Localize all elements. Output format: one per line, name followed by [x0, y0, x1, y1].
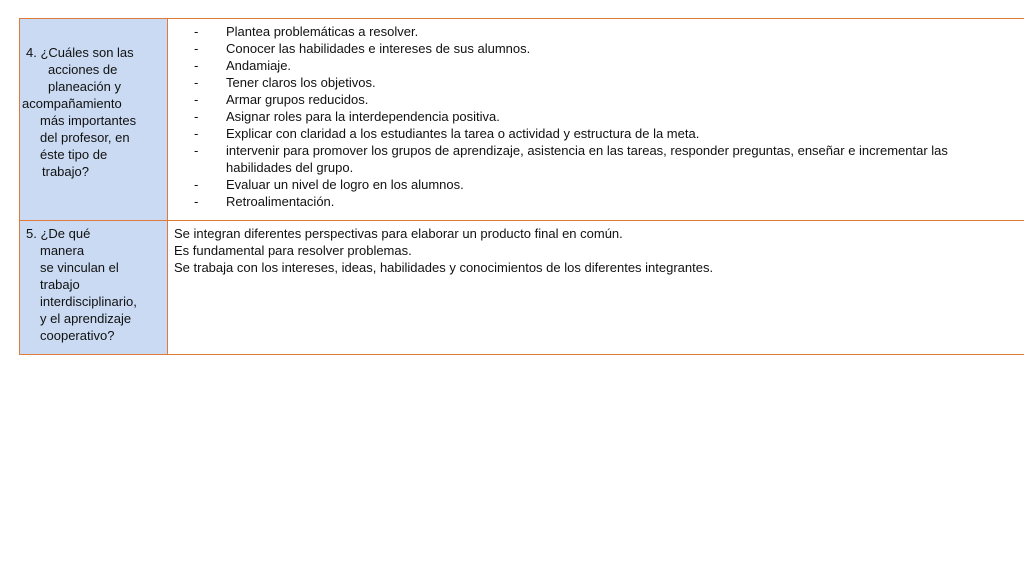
- answer-cell: [168, 19, 1024, 221]
- answer-line: Es fundamental para resolver problemas.: [174, 243, 412, 258]
- list-item: - Tener claros los objetivos.: [194, 74, 1024, 91]
- question-line: más importantes: [40, 113, 137, 128]
- question-line: manera: [40, 243, 85, 258]
- list-item: - Armar grupos reducidos.: [194, 91, 1024, 108]
- answer-line: Se integran diferentes perspectivas para elaborar un producto final en común.: [174, 226, 623, 241]
- list-item: - Evaluar un nivel de logro en los alumnos.: [194, 176, 1024, 193]
- list-item: - Explicar con claridad a los estudiantes la tarea o actividad y estructura de la meta.: [194, 125, 1024, 142]
- list-item: - Conocer las habilidades e intereses de sus alumnos.: [194, 40, 1024, 57]
- question-line: acciones de: [48, 62, 118, 77]
- list-item: - Retroalimentación.: [194, 193, 1024, 210]
- question-line: trabajo: [40, 277, 80, 292]
- question-line: planeación y: [48, 79, 121, 94]
- table-row: [20, 19, 1024, 221]
- question-line: cooperativo?: [40, 328, 115, 343]
- question-cell: [20, 221, 168, 355]
- qa-table: [19, 18, 1024, 355]
- question-line: 4. ¿Cuáles son las: [26, 45, 134, 60]
- question-line: y el aprendizaje: [40, 311, 132, 326]
- list-item: - intervenir para promover los grupos de aprendizaje, asistencia en las tareas, responder preguntas, enseñar e incrementar las habilidades del grupo.: [194, 142, 1024, 176]
- question-line: del profesor, en: [40, 130, 130, 145]
- list-item: - Andamiaje.: [194, 57, 1024, 74]
- question-cell: [20, 19, 168, 221]
- question-line: interdisciplinario,: [40, 294, 137, 309]
- answer-line: Se trabaja con los intereses, ideas, habilidades y conocimientos de los diferentes integrantes.: [174, 260, 714, 275]
- table-row: [20, 221, 1024, 355]
- answer-cell: [168, 221, 1024, 355]
- list-item: - Asignar roles para la interdependencia positiva.: [194, 108, 1024, 125]
- question-line: acompañamiento: [22, 96, 122, 111]
- question-line: 5. ¿De qué: [26, 226, 91, 241]
- answer-list: [174, 23, 1024, 210]
- question-line: éste tipo de: [40, 147, 108, 162]
- question-line: trabajo?: [42, 164, 89, 179]
- list-item: - Plantea problemáticas a resolver.: [194, 23, 1024, 40]
- question-line: se vinculan el: [40, 260, 119, 275]
